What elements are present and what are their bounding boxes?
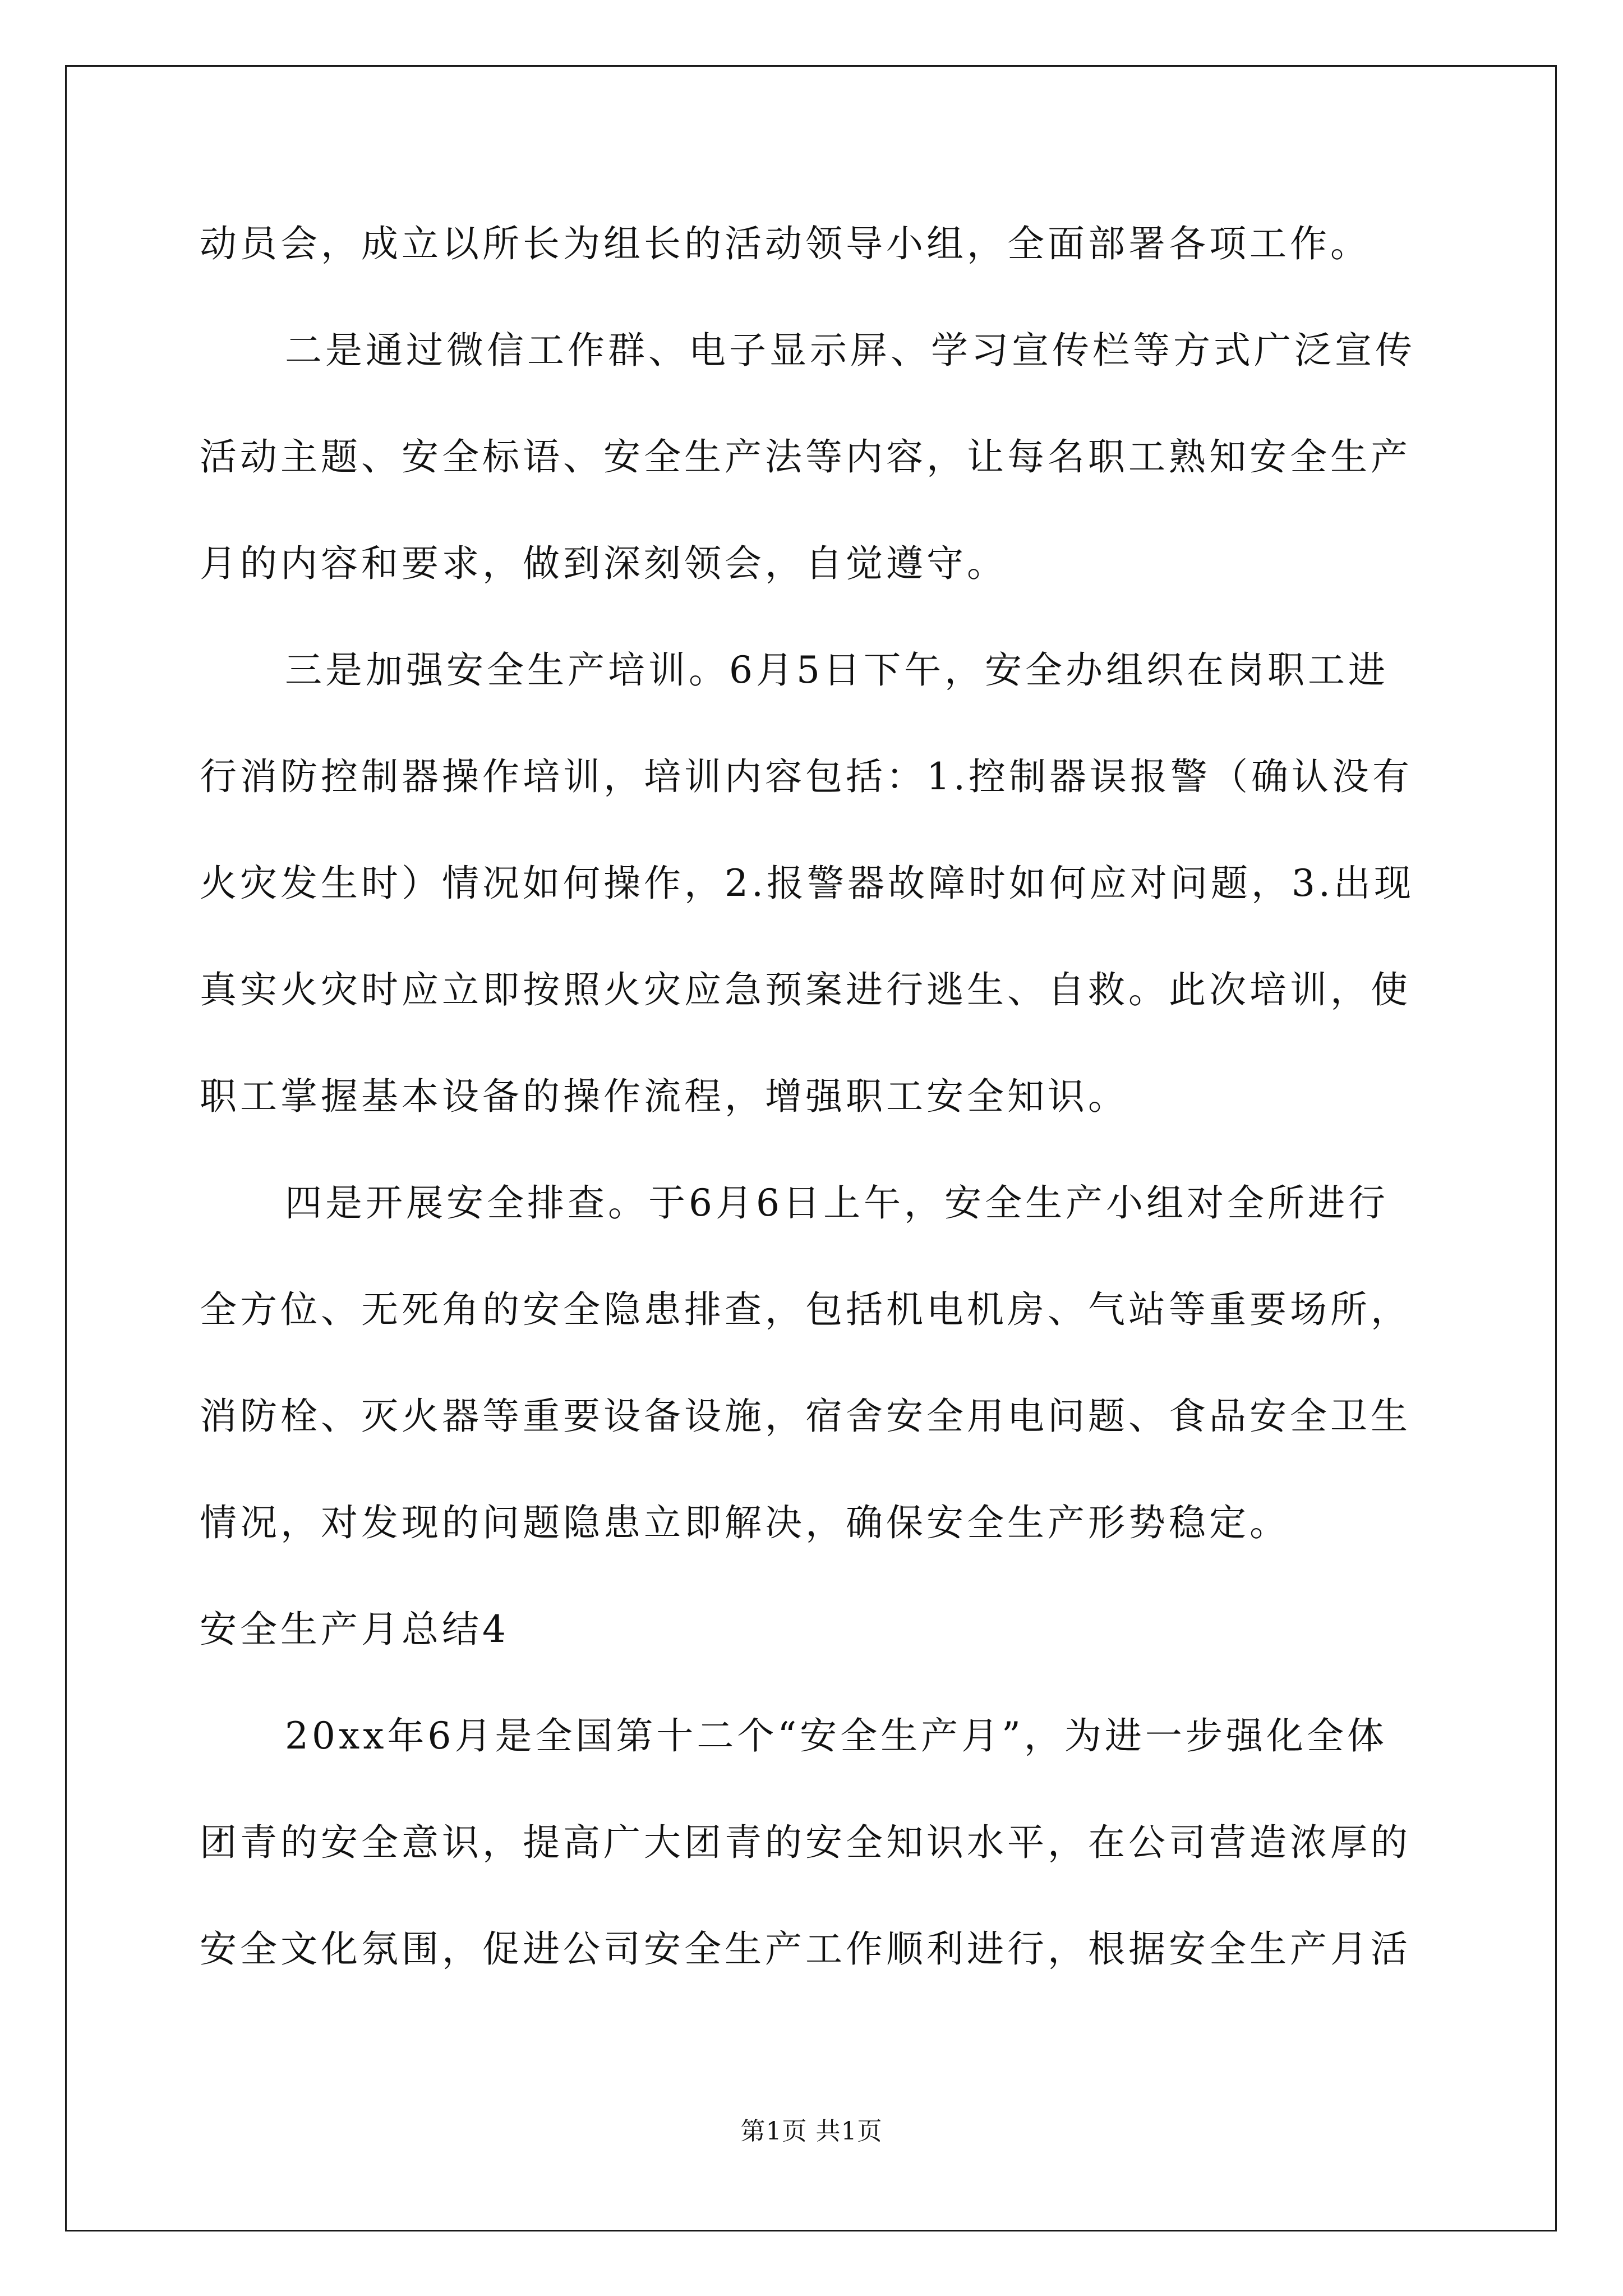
text-line: 安全文化氛围，促进公司安全生产工作顺利进行，根据安全生产月活	[200, 1927, 1411, 1971]
text-line: 活动主题、安全标语、安全生产法等内容，让每名职工熟知安全生产	[200, 435, 1411, 478]
text-line: 三是加强安全生产培训。6月5日下午，安全办组织在岗职工进	[285, 648, 1389, 692]
text-line: 情况，对发现的问题隐患立即解决，确保安全生产形势稳定。	[200, 1501, 1290, 1544]
text-line: 全方位、无死角的安全隐患排查，包括机电机房、气站等重要场所，	[200, 1288, 1411, 1331]
text-line: 二是通过微信工作群、电子显示屏、学习宣传栏等方式广泛宣传	[285, 329, 1415, 372]
text-line: 月的内容和要求，做到深刻领会，自觉遵守。	[200, 542, 1007, 585]
text-line: 四是开展安全排查。于6月6日上午，安全生产小组对全所进行	[285, 1181, 1389, 1225]
text-line: 职工掌握基本设备的操作流程，增强职工安全知识。	[200, 1075, 1128, 1118]
text-line: 行消防控制器操作培训，培训内容包括：1.控制器误报警（确认没有	[200, 755, 1413, 798]
text-line: 消防栓、灭火器等重要设备设施，宿舍安全用电问题、食品安全卫生	[200, 1395, 1411, 1438]
text-line: 20xx年6月是全国第十二个“安全生产月”，为进一步强化全体	[285, 1714, 1387, 1757]
text-line: 动员会，成立以所长为组长的活动领导小组，全面部署各项工作。	[200, 222, 1371, 265]
document-body	[200, 213, 1428, 2025]
text-line: 真实火灾时应立即按照火灾应急预案进行逃生、自救。此次培训，使	[200, 968, 1411, 1011]
text-line: 团青的安全意识，提高广大团青的安全知识水平，在公司营造浓厚的	[200, 1821, 1411, 1864]
text-line: 火灾发生时）情况如何操作，2.报警器故障时如何应对问题，3.出现	[200, 862, 1414, 905]
page-footer: 第1页 共1页	[740, 2117, 883, 2146]
section-heading: 安全生产月总结4	[200, 1608, 509, 1651]
